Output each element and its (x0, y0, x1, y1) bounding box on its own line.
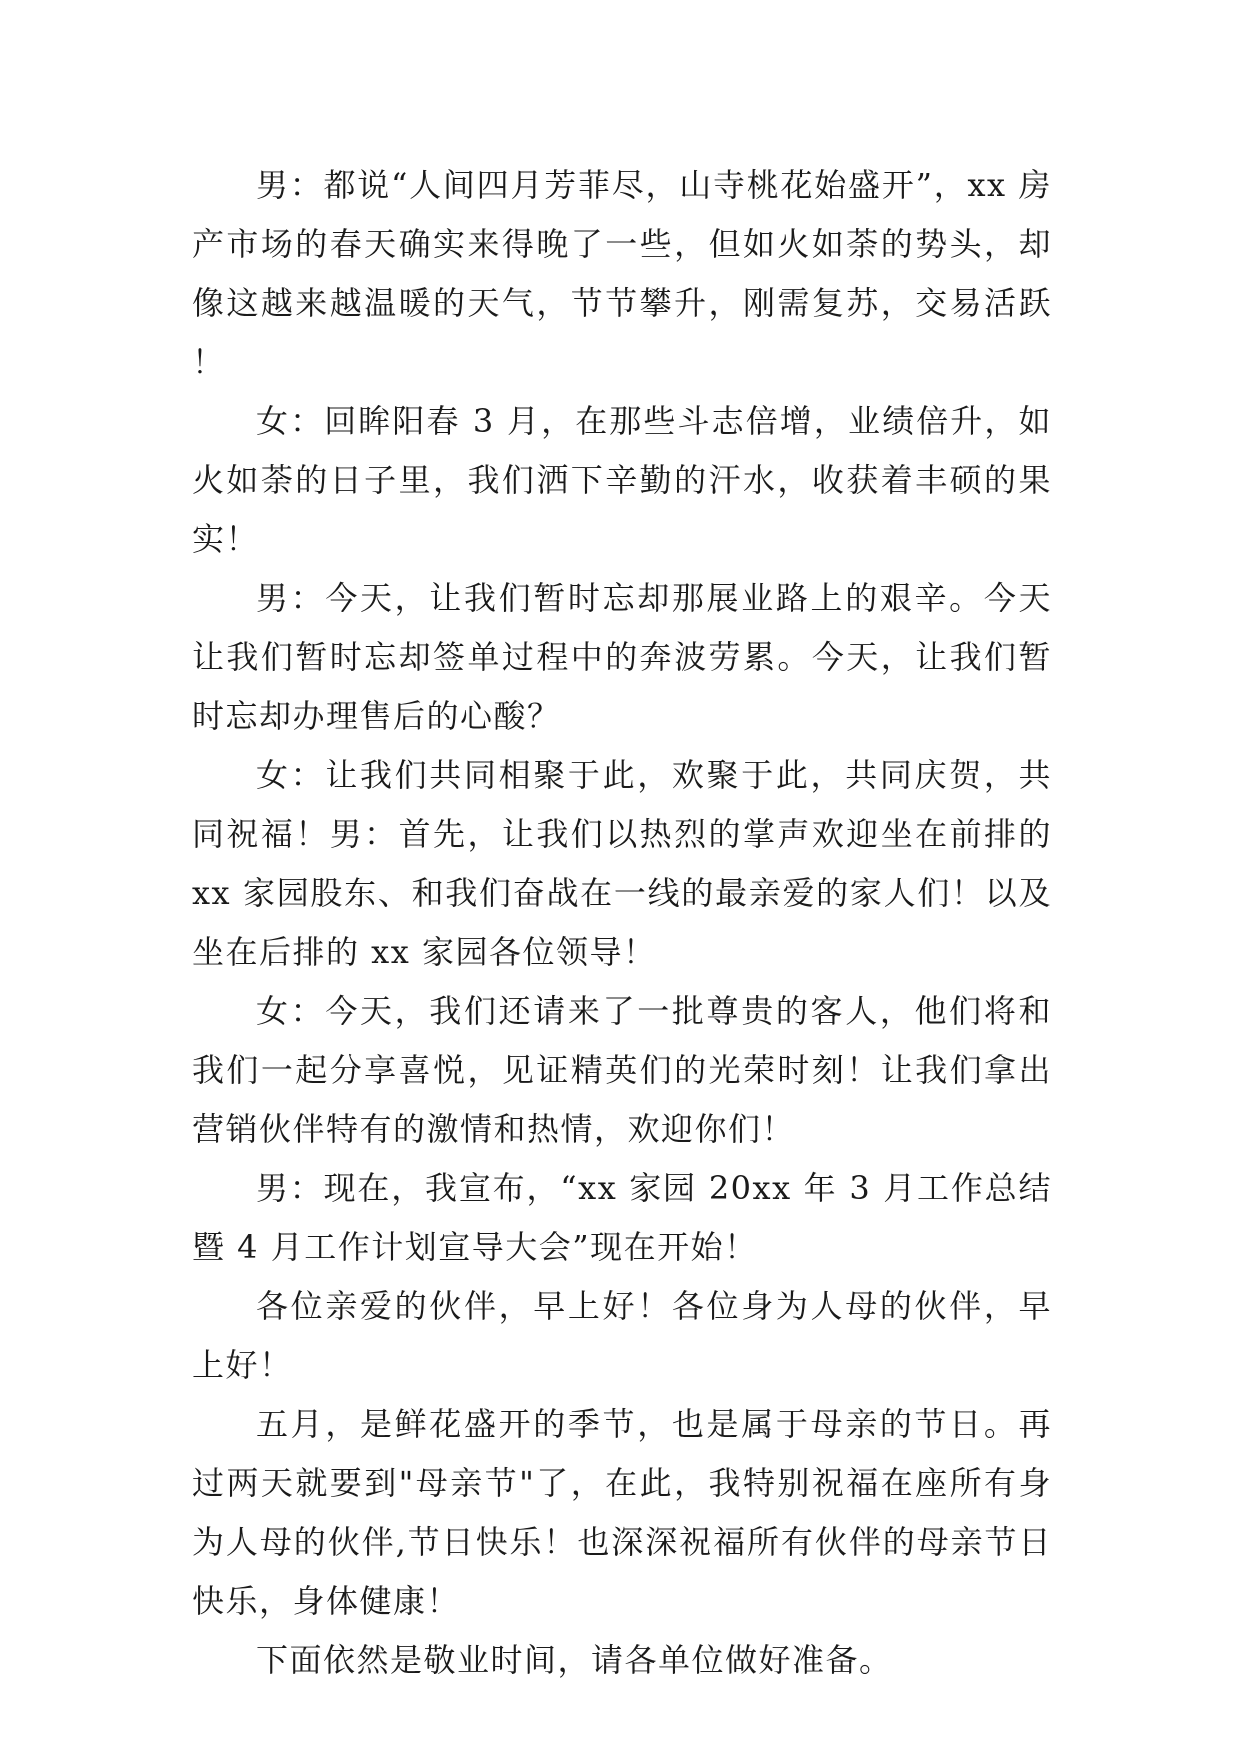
paragraph: 女：让我们共同相聚于此，欢聚于此，共同庆贺，共同祝福！男：首先，让我们以热烈的掌声欢迎坐在前排的 xx 家园股东、和我们奋战在一线的最亲爱的家人们！以及坐在后排的 xx 家园各位领导！ (192, 756, 1052, 971)
paragraph: 各位亲爱的伙伴，早上好！各位身为人母的伙伴，早上好！ (192, 1287, 1052, 1384)
paragraph: 男：今天，让我们暂时忘却那展业路上的艰辛。今天让我们暂时忘却签单过程中的奔波劳累。今天，让我们暂时忘却办理售后的心酸？ (192, 579, 1052, 735)
document-body (192, 156, 1052, 1690)
paragraph: 下面依然是敬业时间，请各单位做好准备。 (256, 1641, 893, 1679)
paragraph: 男：现在，我宣布，“xx 家园 20xx 年 3 月工作总结暨 4 月工作计划宣导大会”现在开始！ (192, 1169, 1052, 1266)
paragraph: 五月，是鲜花盛开的季节，也是属于母亲的节日。再过两天就要到"母亲节"了，在此，我特别祝福在座所有身为人母的伙伴,节日快乐！也深深祝福所有伙伴的母亲节日快乐，身体健康！ (192, 1405, 1052, 1620)
paragraph: 男：都说“人间四月芳菲尽，山寺桃花始盛开”，xx 房产市场的春天确实来得晚了一些，但如火如荼的势头，却像这越来越温暖的天气，节节攀升，刚需复苏，交易活跃！ (192, 166, 1052, 381)
paragraph: 女：今天，我们还请来了一批尊贵的客人，他们将和我们一起分享喜悦，见证精英们的光荣时刻！让我们拿出营销伙伴特有的激情和热情，欢迎你们！ (192, 992, 1052, 1148)
paragraph: 女：回眸阳春 3 月，在那些斗志倍增，业绩倍升，如火如荼的日子里，我们洒下辛勤的汗水，收获着丰硕的果实！ (192, 402, 1052, 558)
